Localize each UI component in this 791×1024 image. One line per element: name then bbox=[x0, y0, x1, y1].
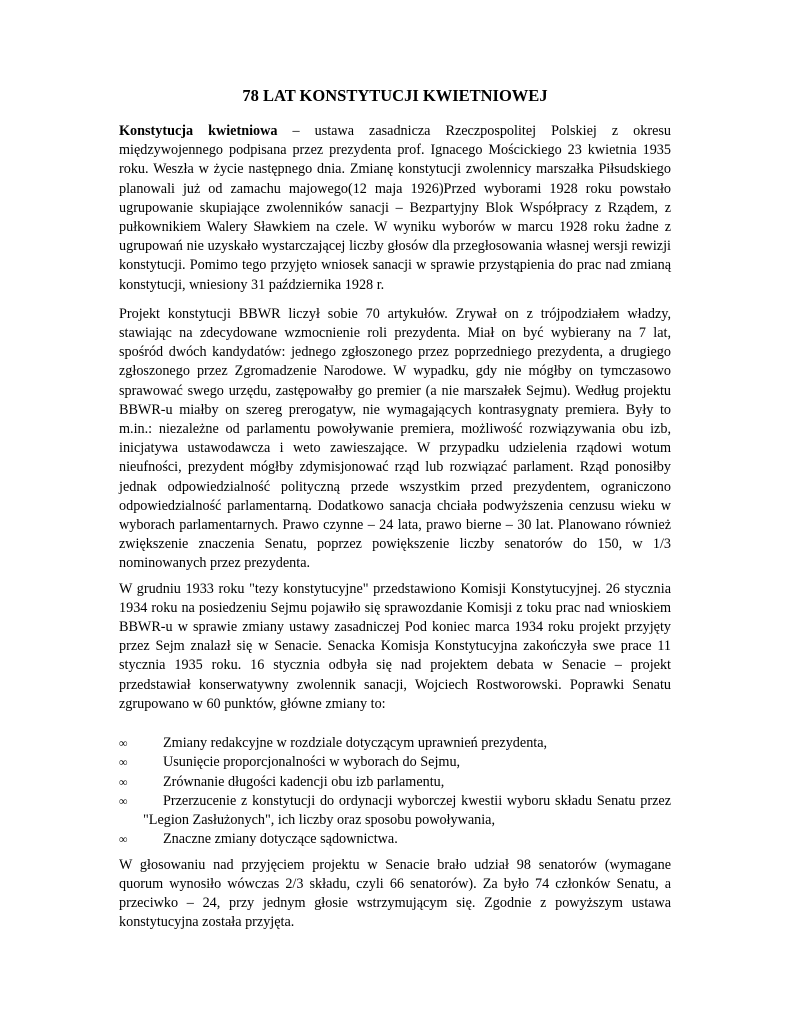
amendment-text: Usunięcie proporcjonalności w wyborach do Sejmu, bbox=[163, 754, 461, 771]
amendment-item bbox=[119, 792, 671, 829]
amendment-item bbox=[119, 830, 671, 849]
infinity-bullet-icon: ∞ bbox=[119, 755, 128, 770]
vote-paragraph: W głosowaniu nad przyjęciem projektu w Senacie brało udział 98 senatorów (wymagane quorum wynosiło wówczas 2/3 składu, czyli 66 senatorów). Za było 74 członków Senatu, a przeciwko – 24, przy jednym głosie wstrzymującym się. Zgodnie z powyższym ustawa konstytucyjna została przyjęta. bbox=[119, 856, 671, 931]
amendment-text: Znaczne zmiany dotyczące sądownictwa. bbox=[163, 831, 398, 848]
amendment-text: Zmiany redakcyjne w rozdziale dotyczącym uprawnień prezydenta, bbox=[163, 735, 548, 752]
intro-paragraph bbox=[119, 122, 671, 295]
amendments-list bbox=[119, 734, 671, 849]
amendment-item bbox=[119, 773, 671, 792]
amendment-item bbox=[119, 734, 671, 753]
infinity-bullet-icon: ∞ bbox=[119, 774, 128, 789]
intro-term: Konstytucja kwietniowa bbox=[119, 123, 278, 139]
infinity-bullet-icon: ∞ bbox=[119, 832, 128, 847]
senate-paragraph: W grudniu 1933 roku "tezy konstytucyjne" przedstawiono Komisji Konstytucyjnej. 26 stycznia 1934 roku na posiedzeniu Sejmu pojawiło się sprawozdanie Komisji z toku prac nad wnioskiem BBWR-u w sprawie zmiany ustawy zasadniczej Pod koniec marca 1934 roku projekt przyjęty przez Sejm znalazł się w Senacie. Senacka Komisja Konstytucyjna zakończyła swe prace 11 stycznia 1935 roku. 16 stycznia odbyła się nad projektem debata w Senacie – projekt przedstawiał konserwatywny zwolennik sanacji, Wojciech Rostworowski. Poprawki Senatu zgrupowano w 60 punktów, główne zmiany to: bbox=[119, 580, 671, 712]
infinity-bullet-icon: ∞ bbox=[119, 736, 128, 751]
document-page bbox=[119, 86, 671, 933]
amendment-text: Zrównanie długości kadencji obu izb parlamentu, bbox=[163, 773, 445, 790]
project-paragraph: Projekt konstytucji BBWR liczył sobie 70 artykułów. Zrywał on z trójpodziałem władzy, stawiając na zdecydowane wzmocnienie roli prezydenta. Miał on być wybierany na 7 lat, spośród dwóch kandydatów: jednego zgłoszonego przez poprzedniego prezydenta, a drugiego zgłoszonego przez Zgromadzenie Narodowe. W wypadku, gdy nie mógłby on tymczasowo sprawować swego urzędu, zastępowałby go premier (a nie marszałek Sejmu). Według projektu BBWR-u miałby on szereg prerogatyw, nie wymagających kontrasygnaty premiera. Były to m.in.: niezależne od parlamentu powoływanie premiera, możliwość rozwiązywania obu izb, inicjatywa ustawodawcza i weto zawieszające. W przypadku udzielenia rządowi wotum nieufności, prezydent mógłby zdymisjonować rząd lub rozwiązać parlament. Rząd ponosiłby jednak odpowiedzialność polityczną przede wszystkim przed prezydentem, ograniczono odpowiedzialność parlamentarną. Dodatkowo sanacja chciała podwyższenia cenzusu wieku w wyborach parlamentarnych. Prawo czynne – 24 lata, prawo bierne – 30 lat. Planowano również zwiększenie znaczenia Senatu, poprzez powiększenie liczby senatorów do 150, w 1/3 nominowanych przez prezydenta. bbox=[119, 305, 671, 572]
infinity-bullet-icon: ∞ bbox=[119, 794, 128, 809]
amendment-item bbox=[119, 753, 671, 772]
document-title: 78 LAT KONSTYTUCJI KWIETNIOWEJ bbox=[242, 86, 548, 105]
amendment-text: Przerzucenie z konstytucji do ordynacji wyborczej kwestii wyboru składu Senatu przez "Legion Zasłużonych", ich liczby oraz sposobu powoływania, bbox=[143, 793, 671, 828]
intro-text: – ustawa zasadnicza Rzeczpospolitej Polskiej z okresu międzywojennego podpisana przez prezydenta prof. Ignacego Mościckiego 23 kwietnia 1935 roku. Weszła w życie następnego dnia. Zmianę konstytucji zwolennicy marszałka Piłsudskiego planowali już od zamachu majowego(12 maja 1926)Przed wyborami 1928 roku powstało ugrupowanie skupiające zwolenników sanacji – Bezpartyjny Blok Współpracy z Rządem, z pułkownikiem Walery Sławkiem na czele. W wyniku wyborów w marcu 1928 roku żadne z ugrupowań nie uzyskało wystarczającej liczby głosów dla przegłosowania własnej wersji rewizji konstytucji. Pomimo tego przyjęto wniosek sanacji w sprawie przystąpienia do prac nad zmianą konstytucji, wniesiony 31 października 1928 r. bbox=[119, 123, 671, 293]
